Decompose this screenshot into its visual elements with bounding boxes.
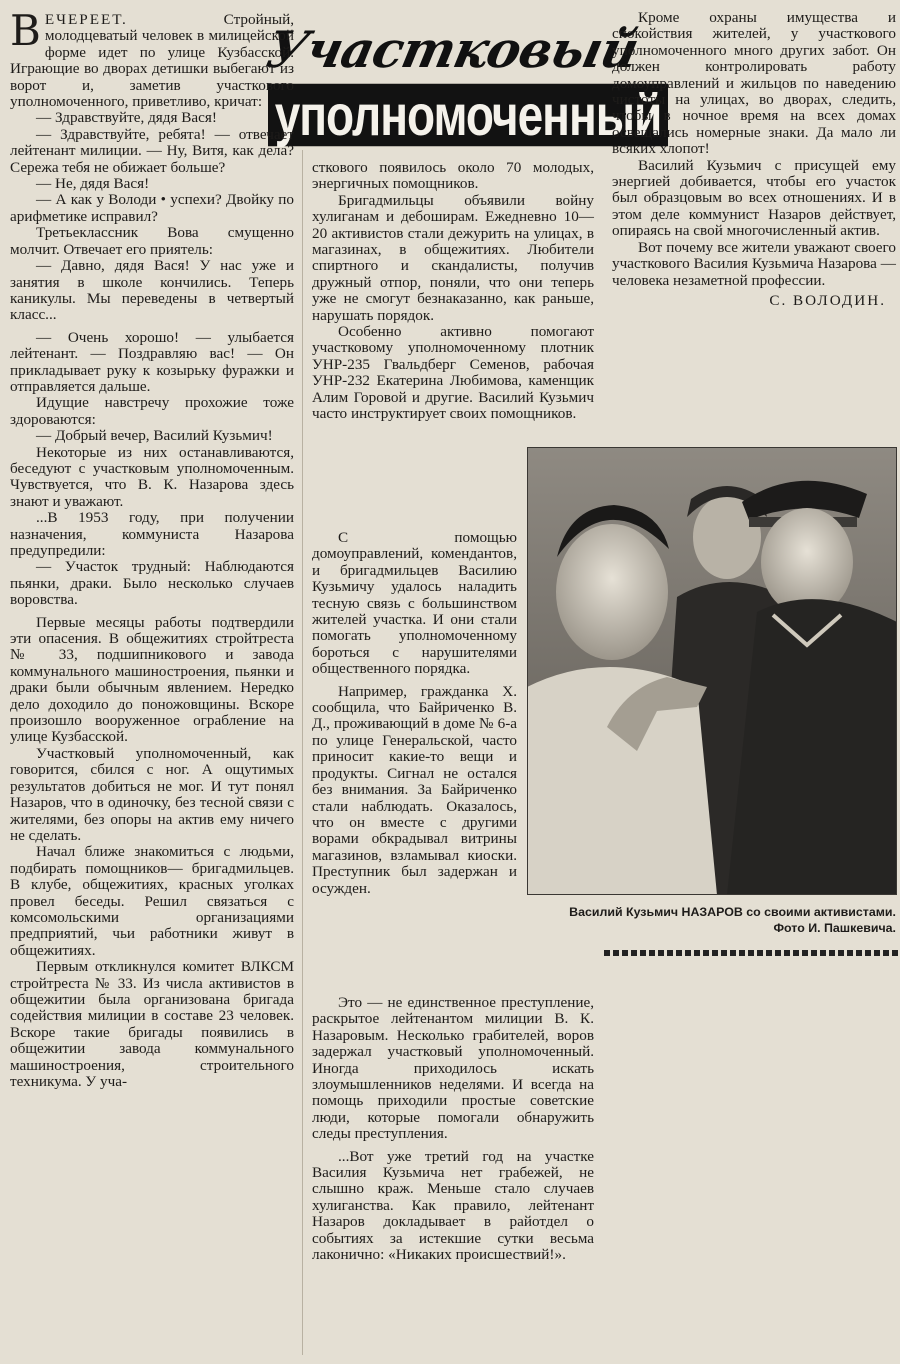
- lead-word: ЕЧЕРЕЕТ.: [44, 11, 128, 28]
- dashed-divider: [604, 950, 898, 956]
- headline: [232, 20, 672, 148]
- author-signature: С. ВОЛОДИН.: [769, 291, 886, 309]
- article-column-2: [312, 160, 594, 423]
- paragraph: сткового появилось около 70 молодых, энергичных помощников.: [312, 159, 594, 193]
- paragraph: Участковый уполномоченный, как говорится, сбился с ног. А ощутимых результатов добиться не мог. И тут понял Назаров, что в одиночку, без тесной связи с жителями, без опоры на актив ему ничего не сделать.: [10, 744, 294, 844]
- news-photo: [527, 447, 897, 895]
- paragraph: Кроме охраны имущества и спокойствия жителей, у участкового уполномоченного много других забот. Он должен контролировать работу домоуправлений и жильцов по наведению чистоты на улицах, во дворах, следить, чтобы в ночное время на всех домах освещались номерные знаки. Да мало ли всяких хлопот!: [612, 9, 896, 158]
- paragraph: Первые месяцы работы подтвердили эти опасения. В общежитиях стройтреста № 33, подшипникового и завода коммунального машиностроения, пьянки и драки были обычным явлением. Нередко дело доходило до поножовщины. Вскоре произошло вооруженное ограбление на улице Кузбасской.: [10, 613, 294, 746]
- paragraph: — Здравствуйте, ребята! — отвечает лейтенант милиции. — Ну, Витя, как дела? Сережа тебя не обижает больше?: [10, 125, 294, 176]
- lead-paragraph: [10, 6, 294, 111]
- paragraph-text: Стройный, молодцеватый человек в милицейской форме идет по улице Кузбасской. Играющие во дворах детишки выбегают из ворот и, заметив участкового уполномоченного, приветливо, кричат:: [10, 11, 294, 111]
- paragraph: — Участок трудный: Наблюдаются пьянки, драки. Было несколько случаев воровства.: [10, 558, 294, 609]
- headline-banner: уполномоченный: [268, 84, 668, 147]
- paragraph: Вот почему все жители уважают своего участкового Василия Кузьмича Назарова — человека незаметной профессии.: [612, 238, 896, 289]
- paragraph: — Добрый вечер, Василий Кузьмич!: [36, 427, 273, 445]
- paragraph: — Не, дядя Вася!: [36, 175, 150, 193]
- headline-script: Участковый: [261, 20, 644, 79]
- article-column-1: [10, 6, 294, 1090]
- caption-line: Василий Кузьмич НАЗАРОВ со своими активистами.: [569, 905, 896, 919]
- paragraph: Третьеклассник Вова смущенно молчит. Отвечает его приятель:: [10, 224, 294, 258]
- drop-cap: В: [10, 6, 41, 55]
- photo-illustration: [527, 447, 897, 895]
- paragraph: Особенно активно помогают участковому уполномоченному плотник УНР-235 Гвальдберг Семенов, рабочая УНР-232 Екатерина Любимова, каменщик Алим Горовой и другие. Василий Кузьмич часто инструктирует своих помощников.: [312, 323, 594, 423]
- paragraph: — Здравствуйте, дядя Вася!: [36, 109, 217, 127]
- article-column-2-narrow: [312, 530, 517, 897]
- paragraph: — А как у Володи • успехи? Двойку по арифметике исправил?: [10, 191, 294, 225]
- article-column-2-bottom: [312, 995, 594, 1264]
- paragraph: ...Вот уже третий год на участке Василия Кузьмича нет грабежей, не слышно краж. Меньше стало случаев хулиганства. Как правило, лейтенант Назаров докладывает в райотдел о событиях за истекшие сутки весьма лаконично: «Никаких происшествий!».: [312, 1147, 594, 1264]
- paragraph: — Давно, дядя Вася! У нас уже и занятия в школе кончились. Теперь каникулы. Мы переведены в четвертый класс...: [10, 257, 294, 324]
- paragraph: Это — не единственное преступление, раскрытое лейтенантом милиции В. К. Назаровым. Несколько грабителей, воров задержал участковый уполномоченный. Иногда приходилось искать злоумышленников неделями. И всегда на помощь приходили простые советские люди, которые помогали обнаружить следы преступления.: [312, 994, 594, 1143]
- article-column-3: [612, 10, 896, 309]
- photo-credit: Фото И. Пашкевича.: [773, 921, 896, 935]
- paragraph: ...В 1953 году, при получении назначения, коммуниста Назарова предупредили:: [10, 509, 294, 559]
- paragraph: Например, гражданка Х. сообщила, что Байриченко В. Д., проживающий в доме № 6-а по улице Генеральской, часто приносит какие-то вещи и продукты. Сигнал не остался без внимания. За Байриченко стали наблюдать. Оказалось, что он вместе с другими ворами обкрадывал витрины магазинов, взламывал киоски. Преступник был задержан и осужден.: [312, 682, 517, 897]
- paragraph: Начал ближе знакомиться с людьми, подбирать помощников— бригадмильцев. В клубе, общежитиях, красных уголках провел беседы. Решил связаться с комсомольскими организациями предприятий, чьи работники живут в общежитиях.: [10, 843, 294, 959]
- paragraph: Бригадмильцы объявили войну хулиганам и дебоширам. Ежедневно 10—20 активистов стали дежурить на улицах, в магазинах, в общежитиях. Любители спиртного и скандалисты, получив дружный отпор, поняли, что они теперь уже не смогут безнаказанно, как раньше, нарушать порядок.: [312, 191, 594, 324]
- photo-caption: [530, 904, 896, 936]
- paragraph: Некоторые из них останавливаются, беседуют с участковым уполномоченным. Чувствуется, что В. К. Назарова здесь знают и уважают.: [10, 443, 294, 510]
- paragraph: — Очень хорошо! — улыбается лейтенант. — Поздравляю вас! — Он прикладывает руку к козырьку фуражки и отправляется дальше.: [10, 328, 294, 395]
- paragraph: Первым откликнулся комитет ВЛКСМ стройтреста № 33. Из числа активистов в общежитии была организована бригада содействия милиции в составе 23 человек. Вскоре такие бригады появились в общежитии завода коммунального машиностроения, строительного техникума. У уча-: [10, 958, 294, 1090]
- paragraph: Идущие навстречу прохожие тоже здороваются:: [10, 394, 294, 428]
- paragraph: Василий Кузьмич с присущей ему энергией добивается, чтобы его участок был образцовым во всех отношениях. И в этом деле коммунист Назаров действует, опираясь на свой многочисленный актив.: [612, 156, 896, 240]
- paragraph: С помощью домоуправлений, комендантов, и бригадмильцев Василию Кузьмичу удалось наладить тесную связь с большинством жителей участка. И они стали помогать уполномоченному бороться с нарушителями общественного порядка.: [312, 529, 517, 678]
- column-rule: [302, 150, 303, 1355]
